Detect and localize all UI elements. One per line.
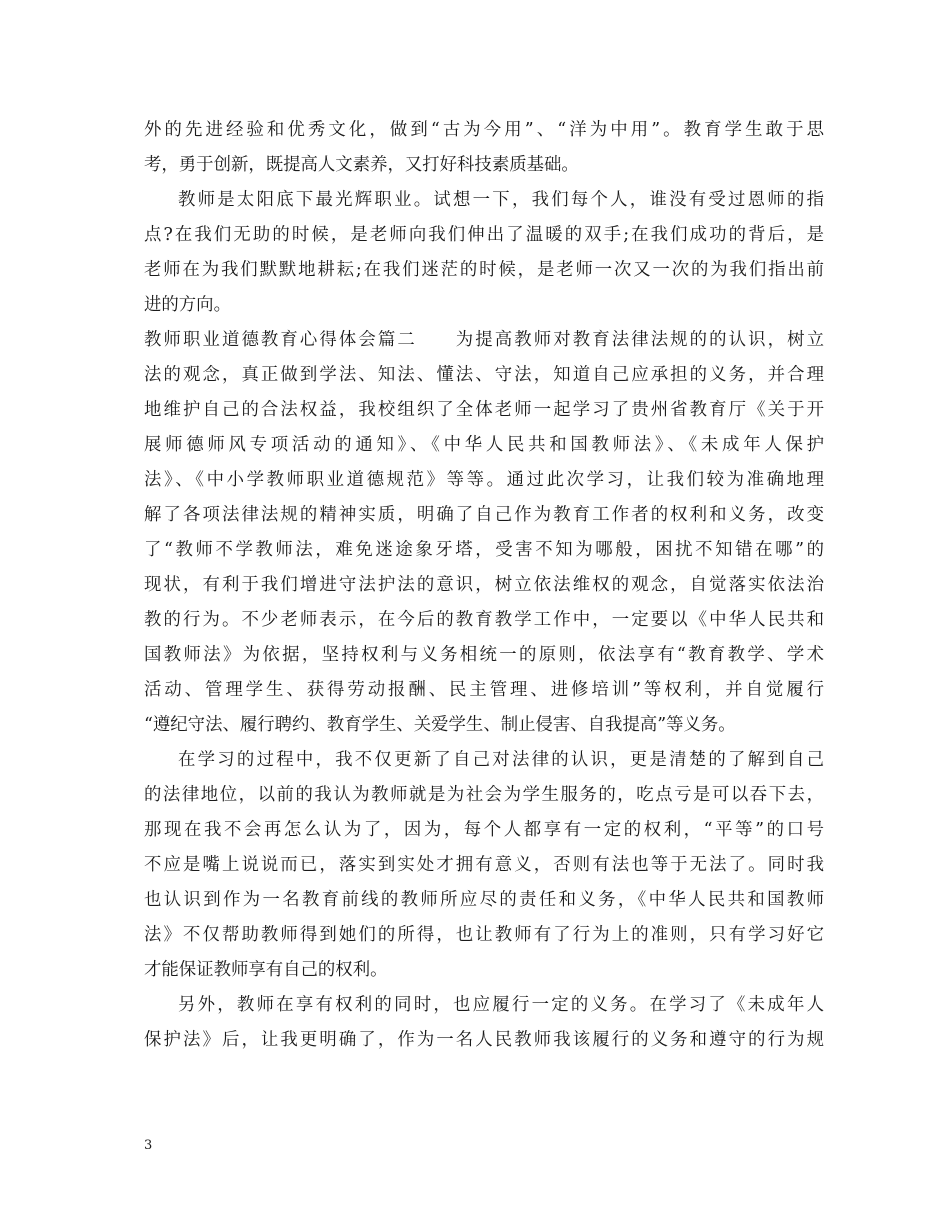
text-line: 那现在我不会再怎么认为了，因为，每个人都享有一定的权利，“平等”的口号 xyxy=(144,820,824,840)
text-line: 点?在我们无助的时候，是老师向我们伸出了温暖的双手;在我们成功的背后，是 xyxy=(144,225,824,245)
text-line: 的法律地位，以前的我认为教师就是为社会为学生服务的，吃点亏是可以吞下去， xyxy=(144,785,824,805)
text-line: 国教师法》为依据，坚持权利与义务相统一的原则，依法享有“教育教学、学术 xyxy=(144,645,824,665)
text-line: 也认识到作为一名教育前线的教师所应尽的责任和义务，《中华人民共和国教师 xyxy=(144,890,824,910)
text-line: 进的方向。 xyxy=(144,295,231,315)
text-line: 法》、《中小学教师职业道德规范》等等。通过此次学习，让我们较为准确地理 xyxy=(144,470,824,490)
text-line: 法的观念，真正做到学法、知法、懂法、守法，知道自己应承担的义务，并合理 xyxy=(144,365,824,385)
text-line: 另外，教师在享有权利的同时，也应履行一定的义务。在学习了《未成年人 xyxy=(178,995,824,1015)
text-line: 外的先进经验和优秀文化，做到“古为今用”、“洋为中用”。教育学生敢于思 xyxy=(144,120,824,140)
text-line: 保护法》后，让我更明确了，作为一名人民教师我该履行的义务和遵守的行为规 xyxy=(144,1030,824,1050)
text-line: 在学习的过程中，我不仅更新了自己对法律的认识，更是清楚的了解到自己 xyxy=(178,750,824,770)
text-line: 活动、管理学生、获得劳动报酬、民主管理、进修培训”等权利，并自觉履行 xyxy=(144,680,824,700)
text-line: 现状，有利于我们增进守法护法的意识，树立依法维权的观念，自觉落实依法治 xyxy=(144,575,824,595)
text-line: 解了各项法律法规的精神实质，明确了自己作为教育工作者的权利和义务，改变 xyxy=(144,505,824,525)
page-number: 3 xyxy=(144,1138,153,1153)
text-line: 不应是嘴上说说而已，落实到实处才拥有意义，否则有法也等于无法了。同时我 xyxy=(144,855,824,875)
text-line: 教师是太阳底下最光辉职业。试想一下，我们每个人，谁没有受过恩师的指 xyxy=(178,190,824,210)
text-line: 展师德师风专项活动的通知》、《中华人民共和国教师法》、《未成年人保护 xyxy=(144,435,824,455)
text-line: 考，勇于创新，既提高人文素养，又打好科技素质基础。 xyxy=(144,155,579,175)
text-line: 老师在为我们默默地耕耘;在我们迷茫的时候，是老师一次又一次的为我们指出前 xyxy=(144,260,824,280)
text-line: 教的行为。不少老师表示，在今后的教育教学工作中，一定要以《中华人民共和 xyxy=(144,610,824,630)
text-line: 了“教师不学教师法，难免迷途象牙塔，受害不知为哪般，困扰不知错在哪”的 xyxy=(144,540,824,560)
text-line: 才能保证教师享有自己的权利。 xyxy=(144,960,388,980)
section-heading-line: 教师职业道德教育心得体会篇二 为提高教师对教育法律法规的的认识，树立 xyxy=(144,330,824,350)
text-line: 地维护自己的合法权益，我校组织了全体老师一起学习了贵州省教育厅《关于开 xyxy=(144,400,824,420)
text-line: 法》不仅帮助教师得到她们的所得，也让教师有了行为上的准则，只有学习好它 xyxy=(144,925,824,945)
text-line: “遵纪守法、履行聘约、教育学生、关爱学生、制止侵害、自我提高”等义务。 xyxy=(144,715,736,735)
